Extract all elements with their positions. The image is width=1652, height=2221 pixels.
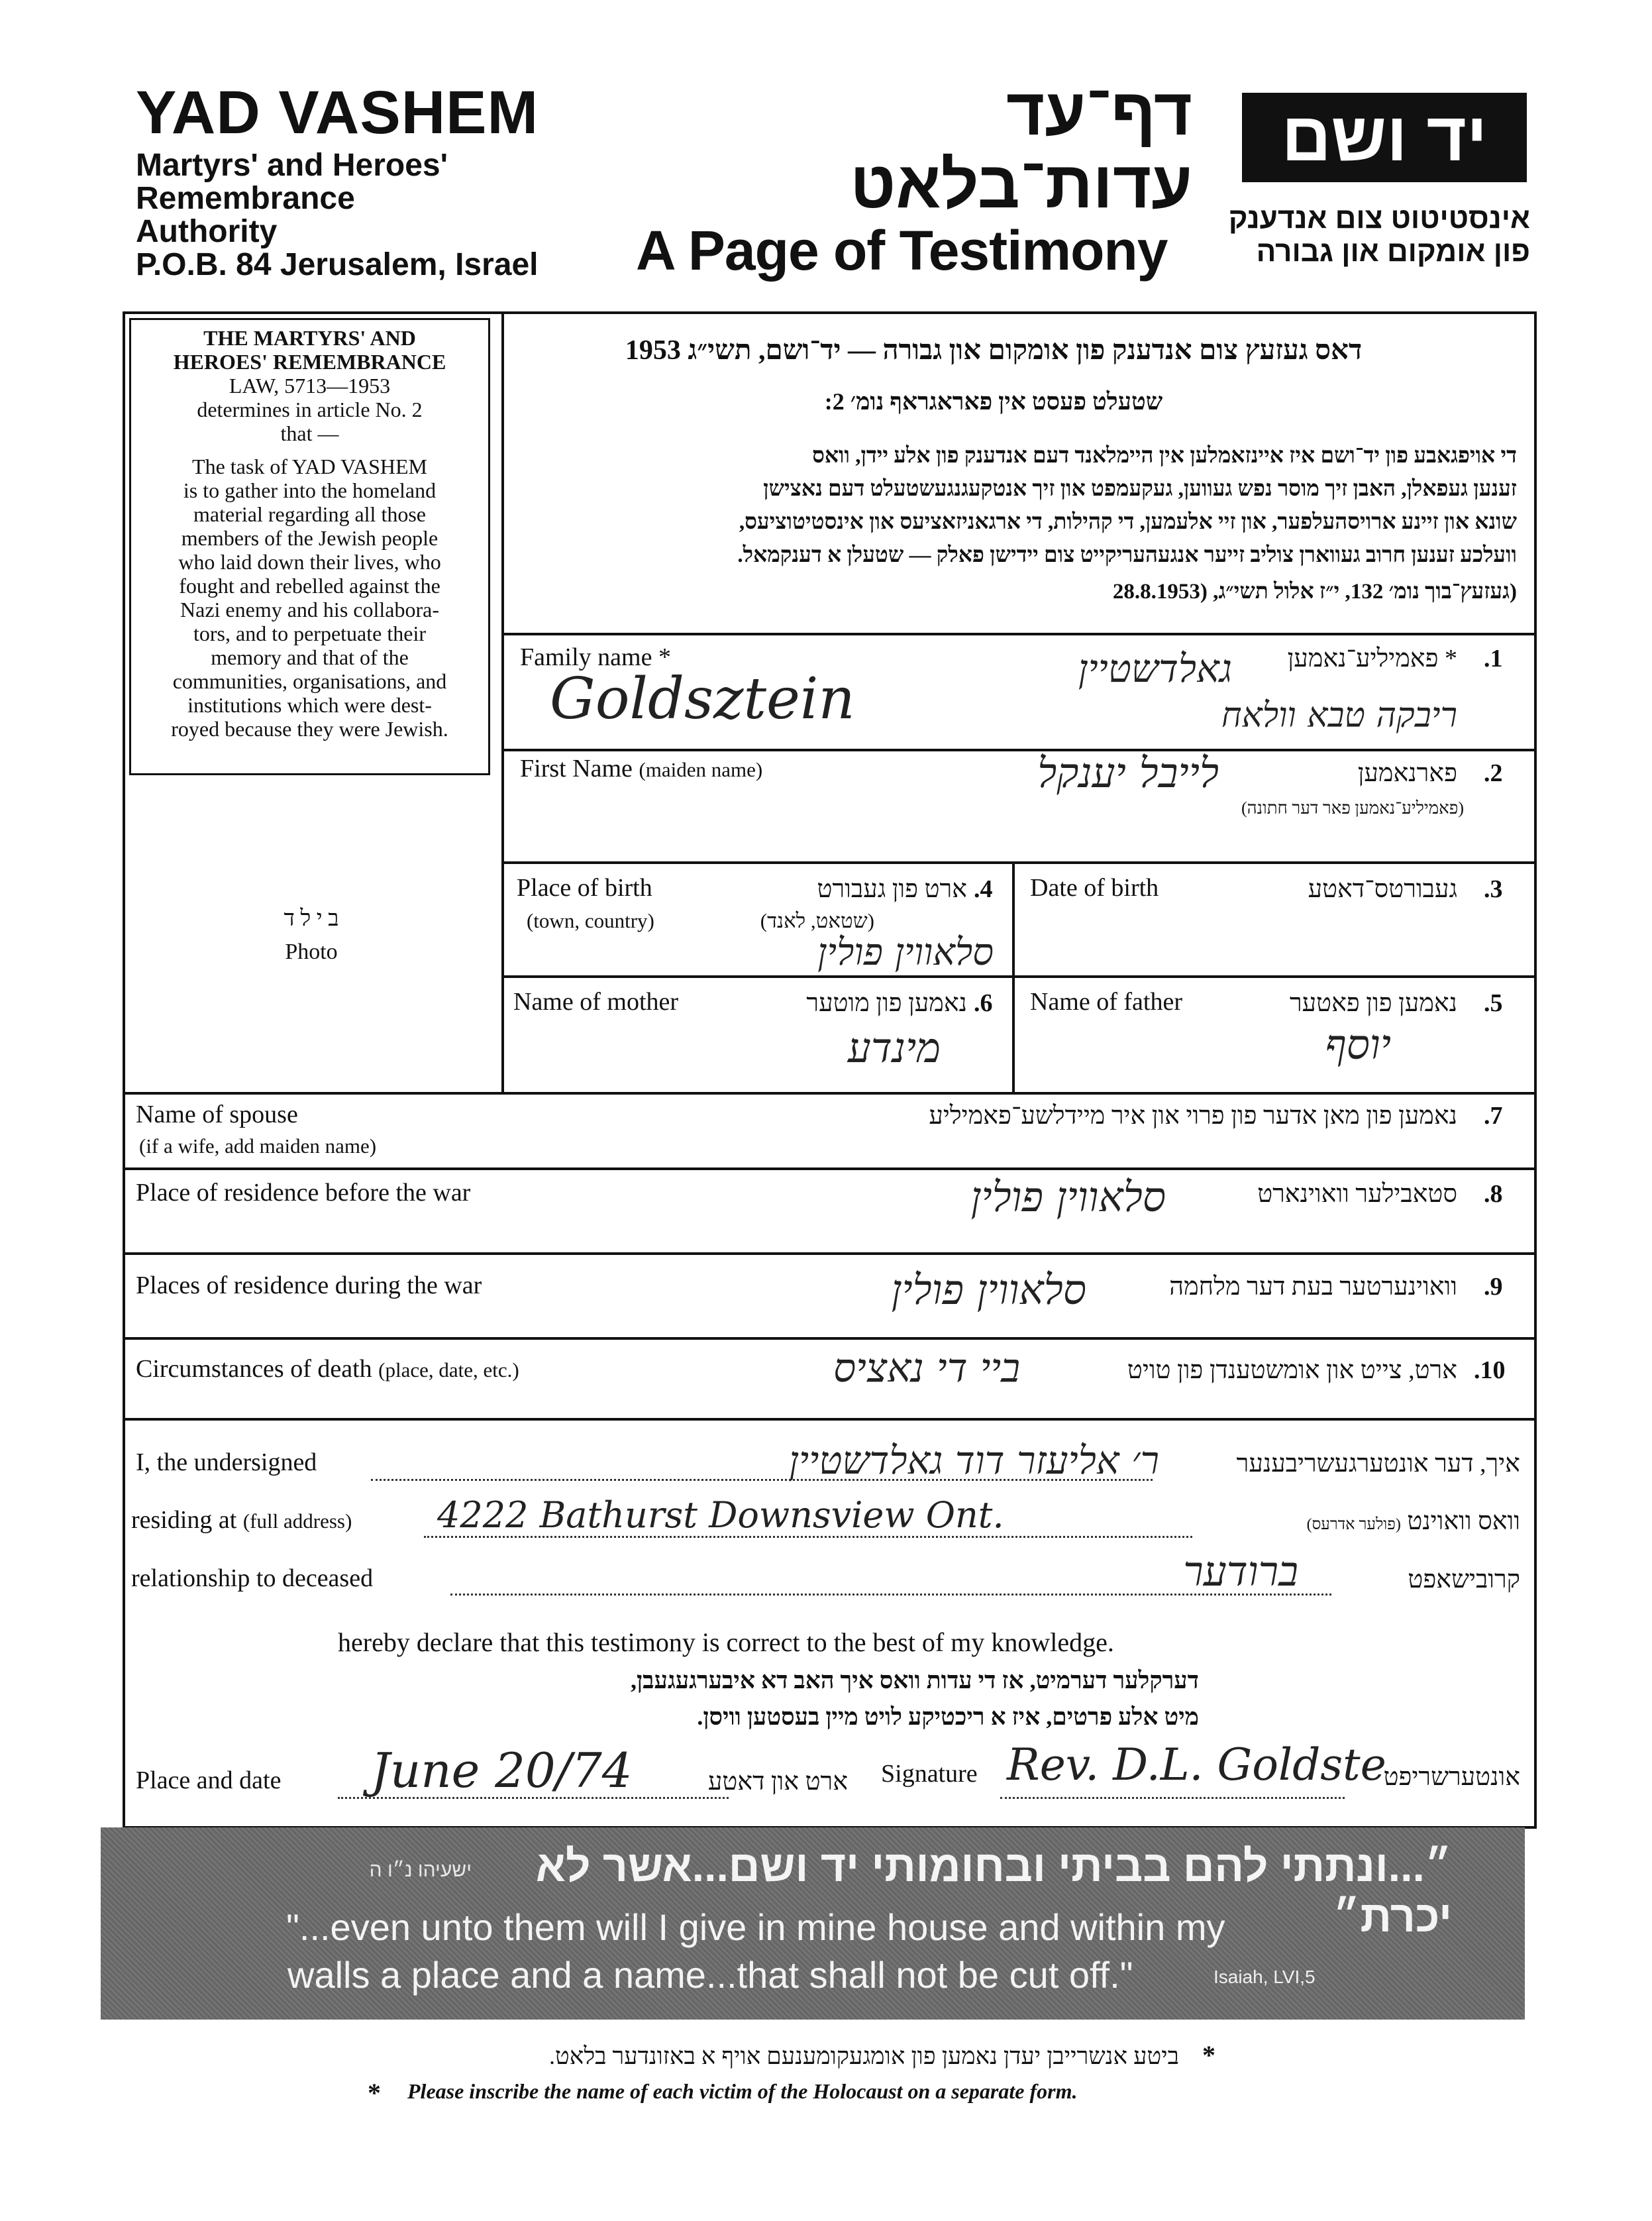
- circumstances-of-death-label: [136, 1354, 519, 1383]
- residence-before-war-label: Place of residence before the war: [136, 1179, 471, 1207]
- law-box-body-1: is to gather into the homeland: [183, 478, 437, 502]
- family-name-value[interactable]: Goldsztein: [550, 666, 855, 732]
- declaration-statement: hereby declare that this testimony is correct to the best of my knowledge.: [338, 1627, 1114, 1657]
- first-name-label-yiddish-sub: (פאמיליע־נאמען פאר דער חתונה): [1241, 798, 1464, 818]
- law-box-body-0: The task of YAD VASHEM: [192, 455, 427, 478]
- relationship-label-yiddish: קרובישאפט: [1408, 1566, 1520, 1594]
- undersigned-value[interactable]: ר׳ אליעזר דוד גאלדשטיין: [789, 1438, 1159, 1483]
- circumstances-of-death-label-yiddish: ארט, צייט און אומשטענדן פון טויט: [1127, 1356, 1457, 1384]
- family-name-label: Family name *: [520, 643, 671, 671]
- place-of-birth-label-sub: (town, country): [527, 909, 654, 932]
- quote-hebrew: ״...ונתתי להם בביתי ובחומותי יד ושם...אשר לא יכרת״: [535, 1841, 1452, 1941]
- law-box-line-1: THE MARTYRS' AND: [203, 326, 416, 350]
- residing-label-yiddish-sub: (פולער אדרעס): [1306, 1516, 1401, 1533]
- law-yiddish-line-2: שונא און זיינע ארויסהעלפער, און זיי אלעמען, די קהילות, די ארגאניזאציעס און אינסטיטוציעס,: [739, 510, 1517, 534]
- page-title: A Page of Testimony: [636, 219, 1168, 282]
- place-date-label: Place and date: [136, 1766, 282, 1794]
- residing-label-yiddish-text: וואס וואוינט: [1407, 1507, 1520, 1535]
- residing-line: [424, 1536, 1192, 1538]
- law-box-body-8: memory and that of the: [211, 645, 409, 669]
- law-box-line-4: determines in article No. 2: [197, 398, 423, 421]
- footer-note: Please inscribe the name of each victim of the Holocaust on a separate form.: [407, 2079, 1078, 2103]
- residing-label: [131, 1505, 352, 1535]
- signature-value[interactable]: Rev. D.L. Goldste: [1007, 1739, 1386, 1790]
- family-name-value-hebrew-2[interactable]: ריבקה טבא וולאח: [1221, 696, 1457, 735]
- place-of-birth-label-yiddish-sub: (שטאט, לאנד): [760, 909, 874, 932]
- mother-name-label-yiddish: נאמען פון מוטער: [806, 989, 967, 1017]
- field-2-number: .2: [1484, 759, 1503, 787]
- law-box-body-11: royed because they were Jewish.: [171, 717, 448, 741]
- org-line-2: Remembrance: [136, 181, 355, 216]
- photo-label: Photo: [285, 940, 338, 964]
- photo-label-yiddish: ב י ל ד: [284, 906, 339, 931]
- first-name-label-yiddish: פארנאמען: [1357, 759, 1457, 787]
- circumstances-of-death-label-text: Circumstances of death: [136, 1355, 372, 1383]
- law-yiddish-subtitle: שטעלט פעסט אין פאראגראף נומ׳ 2:: [824, 388, 1163, 415]
- residence-during-war-value[interactable]: סלאווין פולין: [891, 1266, 1086, 1314]
- father-name-value[interactable]: יוסף: [1325, 1020, 1391, 1069]
- field-8-number: .8: [1484, 1180, 1503, 1208]
- institute-line-1: אינסטיטוט צום אנדענק: [1228, 202, 1530, 235]
- spouse-name-label-sub: (if a wife, add maiden name): [139, 1134, 377, 1158]
- date-of-birth-label: Date of birth: [1030, 874, 1159, 902]
- date-of-birth-label-yiddish: געבורטס־דאטע: [1308, 875, 1457, 903]
- first-name-label: [520, 754, 762, 783]
- spouse-name-label-yiddish: נאמען פון מאן אדער פון פרוי און איר מיידלשע־פאמיליע: [929, 1102, 1457, 1130]
- law-box: [136, 326, 484, 741]
- place-of-birth-label: Place of birth: [517, 874, 652, 902]
- divider-f10: [123, 1418, 1537, 1421]
- mother-name-value[interactable]: מינדע: [847, 1024, 941, 1072]
- law-box-line-2: HEROES' REMEMBRANCE: [173, 350, 446, 374]
- mother-name-label: Name of mother: [513, 988, 679, 1016]
- footer-note-yiddish: ביטע אנשרייבן יעדן נאמען פון אומגעקומענעם אויף א באזונדער בלאט.: [548, 2043, 1179, 2069]
- law-box-body-3: members of the Jewish people: [181, 526, 439, 550]
- undersigned-label: I, the undersigned: [136, 1448, 317, 1476]
- first-name-label-sub: (maiden name): [639, 758, 763, 781]
- quote-banner: [101, 1827, 1525, 2020]
- field-3-number: .3: [1484, 875, 1503, 903]
- divider-law: [501, 633, 1537, 635]
- signature-label-yiddish: אונטערשריפט: [1383, 1763, 1520, 1791]
- footer-star-yiddish: *: [1202, 2040, 1215, 2070]
- father-name-label: Name of father: [1030, 988, 1182, 1016]
- quote-english-2: walls a place and a name...that shall not be cut off.": [287, 1954, 1133, 1996]
- spouse-name-label: Name of spouse: [136, 1101, 298, 1128]
- law-box-body-4: who laid down their lives, who: [178, 550, 441, 574]
- divider-f8: [123, 1252, 1537, 1255]
- residing-value[interactable]: 4222 Bathurst Downsview Ont.: [437, 1494, 1004, 1536]
- title-yiddish-2: עדות־בלאט: [850, 148, 1192, 222]
- title-yiddish-1: דף־עד: [1006, 75, 1192, 149]
- undersigned-label-yiddish: איך, דער אונטערגעשריבענער: [1236, 1450, 1520, 1478]
- org-name: YAD VASHEM: [136, 79, 539, 146]
- divider-f3: [501, 975, 1537, 978]
- field-4-number: .4: [974, 875, 993, 903]
- residence-during-war-label: Places of residence during the war: [136, 1272, 482, 1299]
- field-1-number: .1: [1484, 645, 1503, 673]
- residing-label-sub: (full address): [242, 1509, 352, 1533]
- field-10-number: .10: [1474, 1356, 1506, 1384]
- footer-star: *: [368, 2078, 381, 2108]
- divider-f9: [123, 1337, 1537, 1340]
- field-9-number: .9: [1484, 1273, 1503, 1301]
- law-box-body-10: institutions which were dest-: [187, 693, 432, 717]
- quote-english-reference: Isaiah, LVI,5: [1213, 1967, 1316, 1987]
- org-line-3: Authority: [136, 214, 278, 249]
- org-line-1: Martyrs' and Heroes': [136, 148, 448, 183]
- law-box-body-9: communities, organisations, and: [172, 669, 447, 693]
- law-box-body-7: tors, and to perpetuate their: [193, 622, 426, 645]
- place-of-birth-value[interactable]: סלאווין פולין: [817, 931, 994, 974]
- relationship-label: relationship to deceased: [131, 1564, 374, 1592]
- declaration-statement-yiddish-1: דערקלער דערמיט, אז די עדות וואס איך האב דא איבערגעגעבן,: [630, 1667, 1199, 1694]
- signature-label: Signature: [881, 1760, 978, 1788]
- father-name-label-yiddish: נאמען פון פאטער: [1289, 989, 1457, 1017]
- field-6-number: .6: [974, 989, 993, 1017]
- law-box-body-5: fought and rebelled against the: [179, 574, 440, 598]
- signature-line: [1000, 1797, 1345, 1799]
- law-yiddish-line-1: זענען געפאלן, האבן זיך מוסר נפש געווען, געקעמפט און זיך אנטקעגנגעשטעלט דעם נאצישן: [763, 477, 1517, 501]
- divider-f7: [123, 1167, 1537, 1170]
- place-date-label-yiddish: ארט און דאטע: [707, 1768, 848, 1796]
- law-yiddish-line-0: די אויפגאבע פון יד־ושם איז איינזאמלען אין היימלאנד דעם אנדענק פון אלע יידן, וואס: [812, 444, 1517, 468]
- field-7-number: .7: [1484, 1102, 1503, 1130]
- divider-f2: [501, 861, 1537, 864]
- law-box-line-5: that —: [280, 421, 339, 445]
- law-box-body-6: Nazi enemy and his collabora-: [180, 598, 439, 622]
- first-name-label-text: First Name: [520, 755, 633, 783]
- declaration-statement-yiddish-2: מיט אלע פרטים, איז א ריכטיקע לויט מיין בעסטען וויסן.: [697, 1704, 1199, 1730]
- circumstances-of-death-value[interactable]: ביי די נאציס: [833, 1345, 1020, 1391]
- divider-f5: [123, 1092, 1537, 1095]
- residing-label-yiddish: [1206, 1507, 1520, 1536]
- circumstances-of-death-label-sub: (place, date, etc.): [378, 1358, 519, 1381]
- law-box-line-3: LAW, 5713—1953: [229, 374, 391, 398]
- org-address: P.O.B. 84 Jerusalem, Israel: [136, 247, 539, 282]
- family-name-label-yiddish: * פאמיליע־נאמען: [1287, 645, 1457, 673]
- law-box-body-2: material regarding all those: [193, 502, 426, 526]
- quote-hebrew-reference: ישעיהו נ״ו ה: [369, 1859, 472, 1881]
- residence-before-war-value[interactable]: סלאווין פולין: [970, 1173, 1166, 1221]
- institute-line-2: פון אומקום און גבורה: [1256, 235, 1530, 268]
- yad-vashem-logo: יד ושם: [1242, 93, 1527, 182]
- law-yiddish-title: דאס געזעץ צום אנדענק פון אומקום און גבורה — יד־ושם, תשי״ג 1953: [625, 335, 1363, 366]
- family-name-value-hebrew[interactable]: גאלדשטיין: [1078, 646, 1232, 691]
- law-yiddish-line-3: וועלכע זענען חרוב געווארן צוליב זייער אנגעהעריקייט צום יידישן פאלק — שטעלן א דענקמאל.: [737, 543, 1517, 567]
- residence-before-war-label-yiddish: סטאבילער וואוינארט: [1257, 1180, 1457, 1208]
- law-yiddish-citation: (געזעץ־בוך נומ׳ 132, י״ז אלול תשי״ג, (28.8.1953: [1112, 580, 1517, 604]
- residing-label-text: residing at: [131, 1506, 237, 1534]
- place-date-value[interactable]: June 20/74: [371, 1743, 633, 1798]
- first-name-value[interactable]: לייבל יענקל: [1037, 749, 1219, 797]
- residence-during-war-label-yiddish: וואוינערטער בעת דער מלחמה: [1169, 1273, 1457, 1301]
- field-5-number: .5: [1484, 989, 1503, 1017]
- place-of-birth-label-yiddish: ארט פון געבורט: [817, 875, 967, 903]
- quote-english-1: "...even unto them will I give in mine house and within my: [286, 1906, 1225, 1948]
- relationship-value[interactable]: ברודער: [1183, 1547, 1298, 1596]
